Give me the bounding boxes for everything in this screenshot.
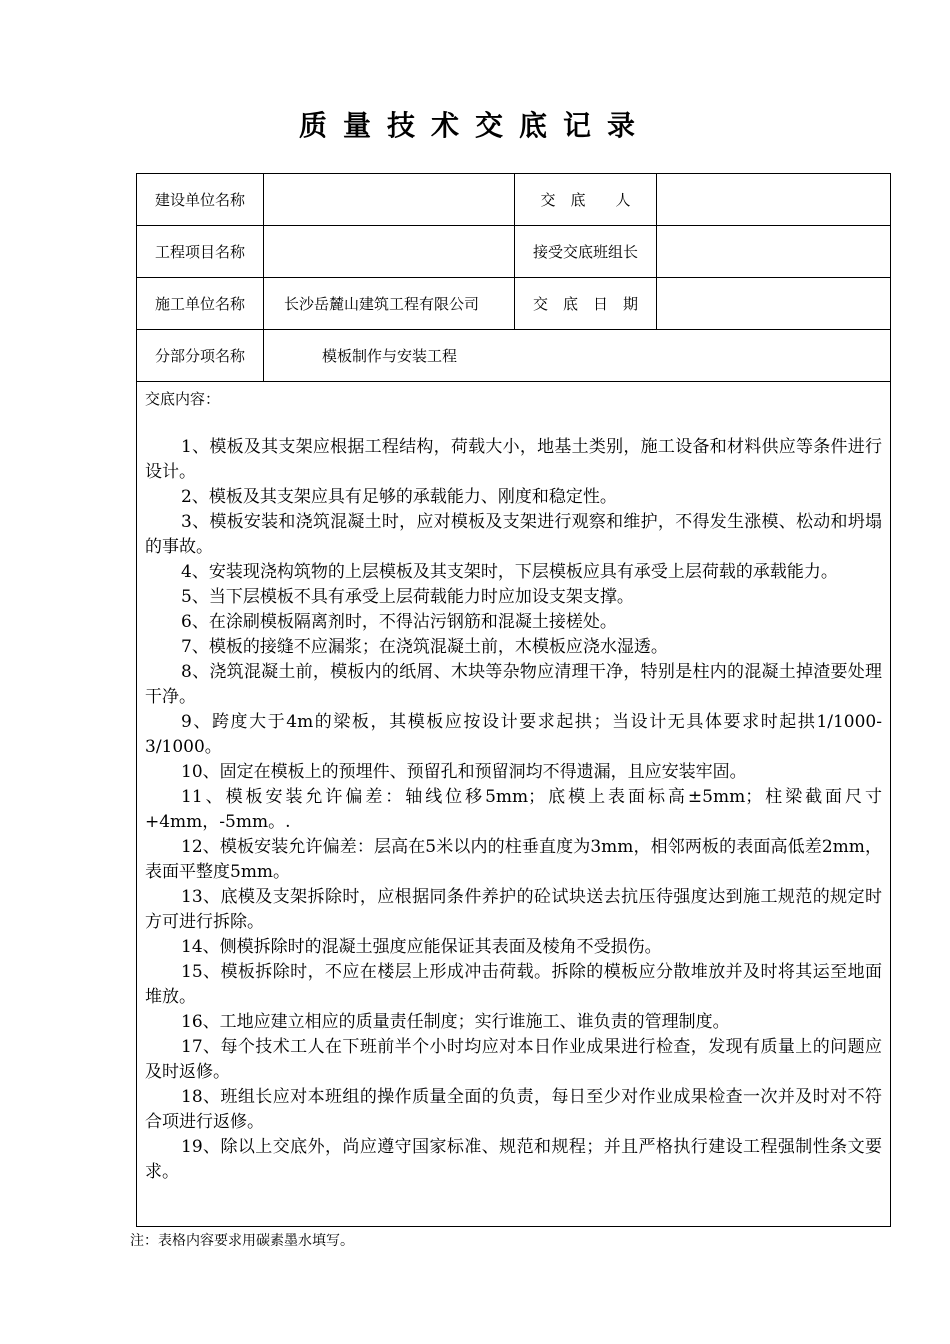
subitem-field[interactable]: 模板制作与安装工程 xyxy=(264,330,891,382)
disclosure-item: 10、固定在模板上的预埋件、预留孔和预留洞均不得遗漏，且应安装牢固。 xyxy=(181,762,747,782)
footer-note: 注：表格内容要求用碳素墨水填写。 xyxy=(130,1233,354,1249)
content-heading: 交底内容： xyxy=(145,390,221,408)
disclosure-item: 12、模板安装允许偏差：层高在5米以内的柱垂直度为3mm，相邻两板的表面高低差2mm，表面平整度5mm。 xyxy=(145,837,882,882)
row-subitem xyxy=(137,330,891,382)
date-field[interactable] xyxy=(657,278,891,330)
disclosure-form-table xyxy=(136,173,891,1227)
contractor-label: 施工单位名称 xyxy=(137,278,264,330)
disclosure-item: 5、当下层模板不具有承受上层荷载能力时应加设支架支撑。 xyxy=(181,587,634,607)
project-field[interactable] xyxy=(264,226,515,278)
team-leader-field[interactable] xyxy=(657,226,891,278)
disclosure-item: 11、模板安装允许偏差：轴线位移5mm；底模上表面标高±5mm；柱梁截面尺寸+4mm，-5mm。. xyxy=(145,787,882,832)
disclosure-item: 17、每个技术工人在下班前半个小时均应对本日作业成果进行检查，发现有质量上的问题应及时返修。 xyxy=(145,1037,882,1082)
disclosure-item: 19、除以上交底外，尚应遵守国家标准、规范和规程；并且严格执行建设工程强制性条文要求。 xyxy=(145,1137,882,1182)
project-label: 工程项目名称 xyxy=(137,226,264,278)
disclosure-item: 7、模板的接缝不应漏浆；在浇筑混凝土前，木模板应浇水湿透。 xyxy=(181,637,668,657)
content-items xyxy=(137,409,890,1185)
disclosure-item: 16、工地应建立相应的质量责任制度；实行谁施工、谁负责的管理制度。 xyxy=(181,1012,730,1032)
disclosure-item: 2、模板及其支架应具有足够的承载能力、刚度和稳定性。 xyxy=(181,487,617,507)
team-leader-label: 接受交底班组长 xyxy=(515,226,657,278)
disclosure-item: 4、安装现浇构筑物的上层模板及其支架时，下层模板应具有承受上层荷载的承载能力。 xyxy=(181,562,838,582)
disclosure-item: 6、在涂刷模板隔离剂时，不得沾污钢筋和混凝土接槎处。 xyxy=(181,612,617,632)
content-cell xyxy=(137,382,891,1227)
row-content xyxy=(137,382,891,1227)
row-construction-unit xyxy=(137,174,891,226)
date-label: 交 底 日 期 xyxy=(515,278,657,330)
disclosure-item: 3、模板安装和浇筑混凝土时，应对模板及支架进行观察和维护，不得发生涨模、松动和坍塌的事故。 xyxy=(145,512,882,557)
contractor-field[interactable]: 长沙岳麓山建筑工程有限公司 xyxy=(264,278,515,330)
disclosure-item: 9、跨度大于4m的梁板，其模板应按设计要求起拱；当设计无具体要求时起拱1/1000-3/1000。 xyxy=(145,712,882,757)
disclosure-item: 8、浇筑混凝土前，模板内的纸屑、木块等杂物应清理干净，特别是柱内的混凝土掉渣要处理干净。 xyxy=(145,662,882,707)
discloser-label: 交 底 人 xyxy=(515,174,657,226)
discloser-field[interactable] xyxy=(657,174,891,226)
row-project xyxy=(137,226,891,278)
row-contractor xyxy=(137,278,891,330)
disclosure-item: 13、底模及支架拆除时，应根据同条件养护的砼试块送去抗压待强度达到施工规范的规定时方可进行拆除。 xyxy=(145,887,882,932)
disclosure-item: 14、侧模拆除时的混凝土强度应能保证其表面及棱角不受损伤。 xyxy=(181,937,662,957)
page-title: 质量技术交底记录 xyxy=(298,109,651,142)
subitem-label: 分部分项名称 xyxy=(137,330,264,382)
disclosure-item: 18、班组长应对本班组的操作质量全面的负责，每日至少对作业成果检查一次并及时对不符合项进行返修。 xyxy=(145,1087,882,1132)
disclosure-item: 15、模板拆除时，不应在楼层上形成冲击荷载。拆除的模板应分散堆放并及时将其运至地面堆放。 xyxy=(145,962,882,1007)
disclosure-item: 1、模板及其支架应根据工程结构，荷载大小，地基土类别，施工设备和材料供应等条件进行设计。 xyxy=(145,437,882,482)
construction-unit-field[interactable] xyxy=(264,174,515,226)
construction-unit-label: 建设单位名称 xyxy=(137,174,264,226)
